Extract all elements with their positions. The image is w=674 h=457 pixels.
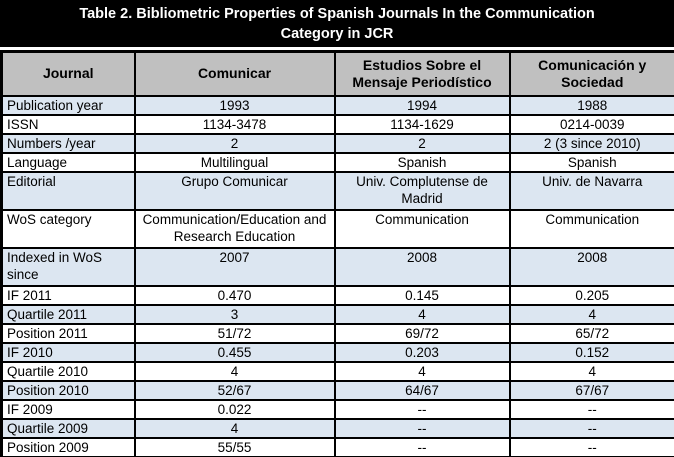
- value-cell: Spanish: [510, 153, 674, 172]
- value-cell: 55/55: [135, 438, 335, 457]
- row-label: Numbers /year: [2, 134, 135, 153]
- value-cell: --: [335, 400, 510, 419]
- value-cell: 4: [135, 419, 335, 438]
- table-row-if-2010: [2, 343, 674, 362]
- value-cell: Communication: [335, 210, 510, 248]
- value-cell: 4: [335, 305, 510, 324]
- value-cell: 2: [135, 134, 335, 153]
- row-label: Publication year: [2, 96, 135, 115]
- table-row-quartile-2011: [2, 305, 674, 324]
- table-row-wos-category: [2, 210, 674, 248]
- table-title-line1: Table 2. Bibliometric Properties of Spanish Journals In the Communication: [79, 5, 595, 22]
- table-container: [0, 50, 674, 457]
- value-cell: --: [335, 419, 510, 438]
- row-label: Position 2009: [2, 438, 135, 457]
- value-cell: --: [510, 400, 674, 419]
- value-cell: 1993: [135, 96, 335, 115]
- value-cell: 65/72: [510, 324, 674, 343]
- column-header-journal: Journal: [2, 52, 135, 96]
- value-cell: Grupo Comunicar: [135, 172, 335, 210]
- table-row-numbers-year: [2, 134, 674, 153]
- column-header-comunicar: Comunicar: [135, 52, 335, 96]
- value-cell: 67/67: [510, 381, 674, 400]
- table-title: [0, 0, 674, 47]
- value-cell: Communication/Education and Research Education: [135, 210, 335, 248]
- value-cell: Communication: [510, 210, 674, 248]
- value-cell: Univ. Complutense de Madrid: [335, 172, 510, 210]
- column-header-estudios: Estudios Sobre el Mensaje Periodístico: [335, 52, 510, 96]
- table-row-if-2011: [2, 286, 674, 305]
- row-label: IF 2009: [2, 400, 135, 419]
- table-row-quartile-2010: [2, 362, 674, 381]
- row-label: Quartile 2011: [2, 305, 135, 324]
- row-label: Quartile 2010: [2, 362, 135, 381]
- value-cell: 2007: [135, 248, 335, 286]
- row-label: Editorial: [2, 172, 135, 210]
- row-label: IF 2010: [2, 343, 135, 362]
- value-cell: 4: [135, 362, 335, 381]
- table-row-issn: [2, 115, 674, 134]
- value-cell: 52/67: [135, 381, 335, 400]
- table-row-quartile-2009: [2, 419, 674, 438]
- value-cell: Univ. de Navarra: [510, 172, 674, 210]
- table-row-position-2010: [2, 381, 674, 400]
- value-cell: 69/72: [335, 324, 510, 343]
- row-label: Indexed in WoS since: [2, 248, 135, 286]
- value-cell: 2: [335, 134, 510, 153]
- value-cell: 0.205: [510, 286, 674, 305]
- row-label: Position 2010: [2, 381, 135, 400]
- value-cell: 4: [335, 362, 510, 381]
- value-cell: 0.022: [135, 400, 335, 419]
- value-cell: 51/72: [135, 324, 335, 343]
- table-row-indexed-in-wos: [2, 248, 674, 286]
- value-cell: 0214-0039: [510, 115, 674, 134]
- table-row-publication-year: [2, 96, 674, 115]
- value-cell: 4: [510, 362, 674, 381]
- value-cell: --: [510, 438, 674, 457]
- row-label: Quartile 2009: [2, 419, 135, 438]
- value-cell: 0.203: [335, 343, 510, 362]
- row-label: ISSN: [2, 115, 135, 134]
- row-label: IF 2011: [2, 286, 135, 305]
- table-row-editorial: [2, 172, 674, 210]
- value-cell: 2008: [335, 248, 510, 286]
- value-cell: --: [510, 419, 674, 438]
- value-cell: 0.145: [335, 286, 510, 305]
- value-cell: 2 (3 since 2010): [510, 134, 674, 153]
- value-cell: 1134-3478: [135, 115, 335, 134]
- row-label: WoS category: [2, 210, 135, 248]
- value-cell: 0.470: [135, 286, 335, 305]
- table-row-position-2011: [2, 324, 674, 343]
- table-title-line2: Category in JCR: [280, 25, 394, 42]
- value-cell: 2008: [510, 248, 674, 286]
- row-label: Position 2011: [2, 324, 135, 343]
- column-header-comunicacion: Comunicación y Sociedad: [510, 52, 674, 96]
- value-cell: 3: [135, 305, 335, 324]
- row-label: Language: [2, 153, 135, 172]
- value-cell: 1988: [510, 96, 674, 115]
- bibliometric-table: [0, 50, 674, 457]
- value-cell: 4: [510, 305, 674, 324]
- value-cell: 64/67: [335, 381, 510, 400]
- header-row: [2, 52, 674, 96]
- table-row-if-2009: [2, 400, 674, 419]
- value-cell: 0.455: [135, 343, 335, 362]
- value-cell: Spanish: [335, 153, 510, 172]
- value-cell: 1134-1629: [335, 115, 510, 134]
- value-cell: 0.152: [510, 343, 674, 362]
- value-cell: --: [335, 438, 510, 457]
- table-row-position-2009: [2, 438, 674, 457]
- value-cell: 1994: [335, 96, 510, 115]
- value-cell: Multilingual: [135, 153, 335, 172]
- table-row-language: [2, 153, 674, 172]
